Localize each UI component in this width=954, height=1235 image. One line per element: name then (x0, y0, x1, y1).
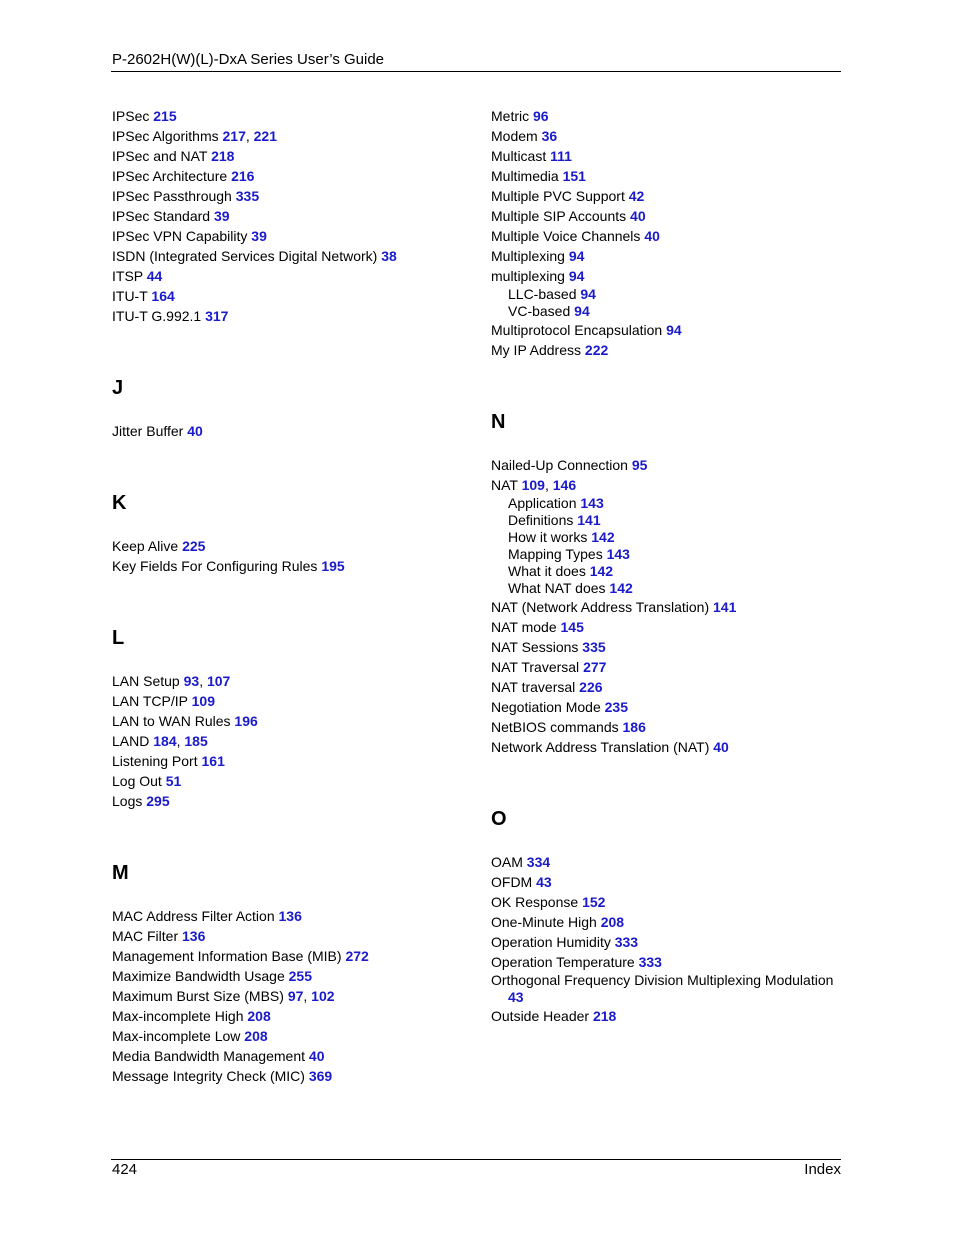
page-link[interactable]: 107 (206, 673, 231, 689)
page-link[interactable]: 95 (631, 457, 648, 473)
index-term: NAT traversal (491, 679, 576, 695)
index-term: Outside Header (491, 1008, 590, 1024)
index-term: Orthogonal Frequency Division Multiplexing Modulation (491, 972, 834, 988)
index-term: Network Address Translation (NAT) (491, 739, 710, 755)
index-term: MAC Filter (112, 928, 179, 944)
index-entry (112, 226, 472, 246)
index-term: LAND (112, 733, 150, 749)
index-term: NAT mode (491, 619, 557, 635)
index-entry (491, 852, 841, 872)
page-link[interactable]: 51 (165, 773, 182, 789)
index-entry (491, 717, 841, 737)
index-entry: IPSec Algorithms 217, 221 (112, 128, 277, 144)
index-letter-heading-m: M (112, 862, 129, 884)
page-link[interactable]: 184 (153, 733, 177, 749)
page-header-title: P-2602H(W)(L)-DxA Series User’s Guide (112, 51, 385, 68)
page-link[interactable]: 43 (536, 874, 552, 890)
page-link[interactable]: 334 (526, 854, 551, 870)
page-link[interactable]: 145 (560, 619, 584, 635)
index-entry (112, 1046, 472, 1066)
page-link[interactable]: 152 (582, 894, 606, 910)
index-entry (491, 892, 841, 912)
index-term: Multimedia (491, 168, 559, 184)
footer-section-label: Index (804, 1161, 841, 1178)
page-link[interactable]: 40 (308, 1048, 325, 1064)
index-term: Negotiation Mode (491, 699, 601, 715)
index-subentry (491, 495, 841, 512)
index-entry (491, 106, 841, 126)
index-term: Message Integrity Check (MIC) (112, 1068, 305, 1084)
index-entry (491, 126, 841, 146)
page-link[interactable]: 186 (622, 719, 646, 735)
index-term: Key Fields For Configuring Rules (112, 558, 318, 574)
index-entry (112, 166, 472, 186)
index-term: How it works (508, 529, 588, 545)
page-link[interactable]: 109 (191, 693, 215, 709)
index-entry: NAT 109, 146 (491, 477, 577, 493)
index-entry (112, 966, 472, 986)
index-entry (491, 455, 841, 475)
index-term: NAT (491, 477, 518, 493)
page-link[interactable]: 44 (146, 268, 163, 284)
page-link[interactable]: 369 (308, 1068, 333, 1084)
page-link[interactable]: 136 (278, 908, 302, 924)
index-subentry (491, 546, 841, 563)
index-entry (491, 146, 841, 166)
index-entry (112, 946, 472, 966)
index-term: OFDM (491, 874, 533, 890)
index-entry (491, 637, 841, 657)
index-term: Max-incomplete Low (112, 1028, 241, 1044)
index-term: OAM (491, 854, 523, 870)
page-link[interactable]: 208 (247, 1008, 271, 1024)
page-link[interactable]: 111 (550, 148, 572, 164)
page-link[interactable]: 141 (713, 599, 737, 615)
page-link[interactable]: 40 (713, 739, 729, 755)
index-term: Management Information Base (MIB) (112, 948, 342, 964)
index-column-right (491, 106, 841, 1026)
index-entry (112, 556, 472, 576)
index-entry (112, 186, 472, 206)
index-term: Maximize Bandwidth Usage (112, 968, 285, 984)
page-link[interactable]: 215 (153, 108, 177, 124)
page-link[interactable]: 141 (577, 512, 601, 528)
page-link[interactable]: 39 (213, 208, 230, 224)
index-entry (491, 912, 841, 932)
index-term: Logs (112, 793, 143, 809)
index-subentry (491, 303, 841, 320)
index-list-k (112, 536, 472, 576)
index-subentry (491, 512, 841, 529)
index-term: multiplexing (491, 268, 565, 284)
index-entry (112, 106, 472, 126)
index-term: NetBIOS commands (491, 719, 619, 735)
page-link[interactable]: 317 (205, 308, 229, 324)
index-term: Log Out (112, 773, 162, 789)
page-link[interactable]: 333 (638, 954, 662, 970)
index-entry (112, 751, 472, 771)
index-entry (112, 536, 472, 556)
index-term: LAN Setup (112, 673, 180, 689)
page-link[interactable]: 195 (321, 558, 345, 574)
page-link[interactable]: 255 (288, 968, 312, 984)
index-term: IPSec Architecture (112, 168, 228, 184)
index-term: Multiplexing (491, 248, 565, 264)
page-link[interactable]: 335 (582, 639, 606, 655)
index-letter-heading-n: N (491, 411, 506, 433)
index-letter-heading-o: O (491, 808, 507, 830)
index-term: Nailed-Up Connection (491, 457, 628, 473)
page-link[interactable]: 43 (508, 989, 524, 1005)
index-term: Modem (491, 128, 538, 144)
index-term: IPSec and NAT (112, 148, 208, 164)
page-link[interactable]: 218 (211, 148, 235, 164)
page-link[interactable]: 40 (187, 423, 203, 439)
page-link[interactable]: 272 (345, 948, 369, 964)
index-entry (491, 1006, 841, 1026)
index-term: My IP Address (491, 342, 582, 358)
page-link[interactable]: 94 (666, 322, 682, 338)
index-term: Multicast (491, 148, 547, 164)
index-term: ITSP (112, 268, 143, 284)
index-term: ITU-T (112, 288, 148, 304)
index-term: What NAT does (508, 580, 606, 596)
index-list-n (491, 455, 841, 757)
page-link[interactable]: 94 (580, 286, 596, 302)
page-link[interactable]: 146 (552, 477, 577, 493)
index-entry (491, 677, 841, 697)
page-link[interactable]: 94 (568, 248, 585, 264)
index-term: OK Response (491, 894, 579, 910)
index-term: Listening Port (112, 753, 198, 769)
index-term: Maximum Burst Size (MBS) (112, 988, 284, 1004)
index-entry (112, 926, 472, 946)
index-term: Keep Alive (112, 538, 179, 554)
index-entry (491, 340, 841, 360)
index-term: ITU-T G.992.1 (112, 308, 202, 324)
page-link[interactable]: 109 (521, 477, 545, 493)
page-link[interactable]: 196 (234, 713, 258, 729)
index-entry (112, 1066, 472, 1086)
page-link[interactable]: 222 (584, 342, 609, 358)
index-term: MAC Address Filter Action (112, 908, 275, 924)
page-link[interactable]: 142 (589, 563, 614, 579)
index-entry (491, 186, 841, 206)
page-link[interactable]: 161 (201, 753, 225, 769)
page-link[interactable]: 38 (381, 248, 397, 264)
page-link[interactable]: 218 (592, 1008, 617, 1024)
page-number: 424 (112, 1161, 138, 1178)
index-term: IPSec Algorithms (112, 128, 219, 144)
index-term: NAT (Network Address Translation) (491, 599, 710, 615)
index-term: What it does (508, 563, 586, 579)
index-term: One-Minute High (491, 914, 597, 930)
index-letter-heading-k: K (112, 492, 127, 514)
index-term: Definitions (508, 512, 574, 528)
index-term: LLC-based (508, 286, 577, 302)
index-subentry (491, 580, 841, 597)
index-term: LAN to WAN Rules (112, 713, 231, 729)
index-entry (491, 166, 841, 186)
page-link[interactable]: 217 (222, 128, 246, 144)
index-entry: LAND 184, 185 (112, 733, 208, 749)
index-entry (491, 737, 841, 757)
page-link[interactable]: 235 (604, 699, 628, 715)
index-subentry (491, 529, 841, 546)
index-term: Multiple Voice Channels (491, 228, 641, 244)
index-term: Multiprotocol Encapsulation (491, 322, 663, 338)
index-list-j (112, 421, 472, 441)
index-term: Application (508, 495, 577, 511)
page-link[interactable]: 216 (231, 168, 255, 184)
index-entry: Maximum Burst Size (MBS) 97, 102 (112, 988, 335, 1004)
index-entry (112, 906, 472, 926)
index-term: Multiple SIP Accounts (491, 208, 627, 224)
page-link[interactable]: 97 (287, 988, 304, 1004)
index-entry (112, 206, 472, 226)
index-entry (112, 146, 472, 166)
index-entry (112, 286, 472, 306)
index-entry (112, 246, 472, 266)
page-link[interactable]: 36 (541, 128, 558, 144)
index-term: IPSec Passthrough (112, 188, 232, 204)
page-link[interactable]: 208 (600, 914, 625, 930)
page-link[interactable]: 102 (311, 988, 335, 1004)
index-term: Multiple PVC Support (491, 188, 625, 204)
page-link[interactable]: 136 (182, 928, 206, 944)
index-entry (112, 421, 472, 441)
index-list-i (112, 106, 472, 326)
index-entry (112, 1026, 472, 1046)
page-link[interactable]: 39 (251, 228, 267, 244)
index-term: NAT Sessions (491, 639, 579, 655)
index-entry: LAN Setup 93, 107 (112, 673, 231, 689)
index-entry (491, 952, 841, 972)
page-link[interactable]: 94 (574, 303, 590, 319)
page-link[interactable]: 277 (583, 659, 607, 675)
index-term: IPSec (112, 108, 150, 124)
index-term: VC-based (508, 303, 571, 319)
index-list-m-continued (491, 106, 841, 360)
page-link[interactable]: 333 (614, 934, 639, 950)
page-link[interactable]: 164 (151, 288, 175, 304)
index-entry (112, 306, 472, 326)
page-link[interactable]: 96 (533, 108, 549, 124)
page-link[interactable]: 295 (146, 793, 170, 809)
index-term: LAN TCP/IP (112, 693, 188, 709)
page-link[interactable]: 142 (609, 580, 633, 596)
index-term: Operation Temperature (491, 954, 635, 970)
index-list-o (491, 852, 841, 1026)
index-entry (112, 691, 472, 711)
page-link[interactable]: 225 (182, 538, 206, 554)
index-term: Jitter Buffer (112, 423, 184, 439)
page-link[interactable]: 40 (630, 208, 646, 224)
page-link[interactable]: 142 (591, 529, 615, 545)
index-term: Metric (491, 108, 530, 124)
index-column-left (112, 106, 472, 1086)
page-link[interactable]: 93 (183, 673, 200, 689)
index-letter-heading-j: J (112, 377, 124, 399)
index-entry (112, 266, 472, 286)
page-link[interactable]: 94 (568, 268, 585, 284)
index-entry (491, 320, 841, 340)
page-link[interactable]: 208 (244, 1028, 268, 1044)
page-link[interactable]: 335 (235, 188, 260, 204)
index-term: Max-incomplete High (112, 1008, 244, 1024)
index-entry (491, 246, 841, 266)
header-rule (111, 71, 841, 72)
index-list-l (112, 671, 472, 811)
index-entry (112, 1006, 472, 1026)
index-term: IPSec VPN Capability (112, 228, 248, 244)
index-entry (491, 932, 841, 952)
index-term: Mapping Types (508, 546, 603, 562)
index-list-m (112, 906, 472, 1086)
index-entry (491, 597, 841, 617)
index-entry (491, 206, 841, 226)
index-term: Media Bandwidth Management (112, 1048, 306, 1064)
page-link[interactable]: 151 (562, 168, 586, 184)
index-entry (491, 972, 841, 1006)
index-entry (112, 771, 472, 791)
index-term: Operation Humidity (491, 934, 611, 950)
index-entry (491, 226, 841, 246)
index-entry (491, 697, 841, 717)
index-term: IPSec Standard (112, 208, 211, 224)
index-letter-heading-l: L (112, 627, 125, 649)
page-link[interactable]: 221 (253, 128, 277, 144)
index-entry (491, 657, 841, 677)
index-entry (491, 266, 841, 286)
page-link[interactable]: 42 (628, 188, 645, 204)
index-term: ISDN (Integrated Services Digital Network) (112, 248, 378, 264)
index-entry (491, 617, 841, 637)
index-entry (491, 872, 841, 892)
page-link[interactable]: 40 (644, 228, 660, 244)
page-link[interactable]: 143 (606, 546, 630, 562)
index-term: NAT Traversal (491, 659, 580, 675)
index-entry (112, 711, 472, 731)
page-link[interactable]: 143 (580, 495, 604, 511)
index-subentry (491, 563, 841, 580)
page-link[interactable]: 226 (579, 679, 603, 695)
page-link[interactable]: 185 (184, 733, 208, 749)
index-entry (112, 791, 472, 811)
footer-rule (111, 1159, 841, 1160)
index-subentry (491, 286, 841, 303)
